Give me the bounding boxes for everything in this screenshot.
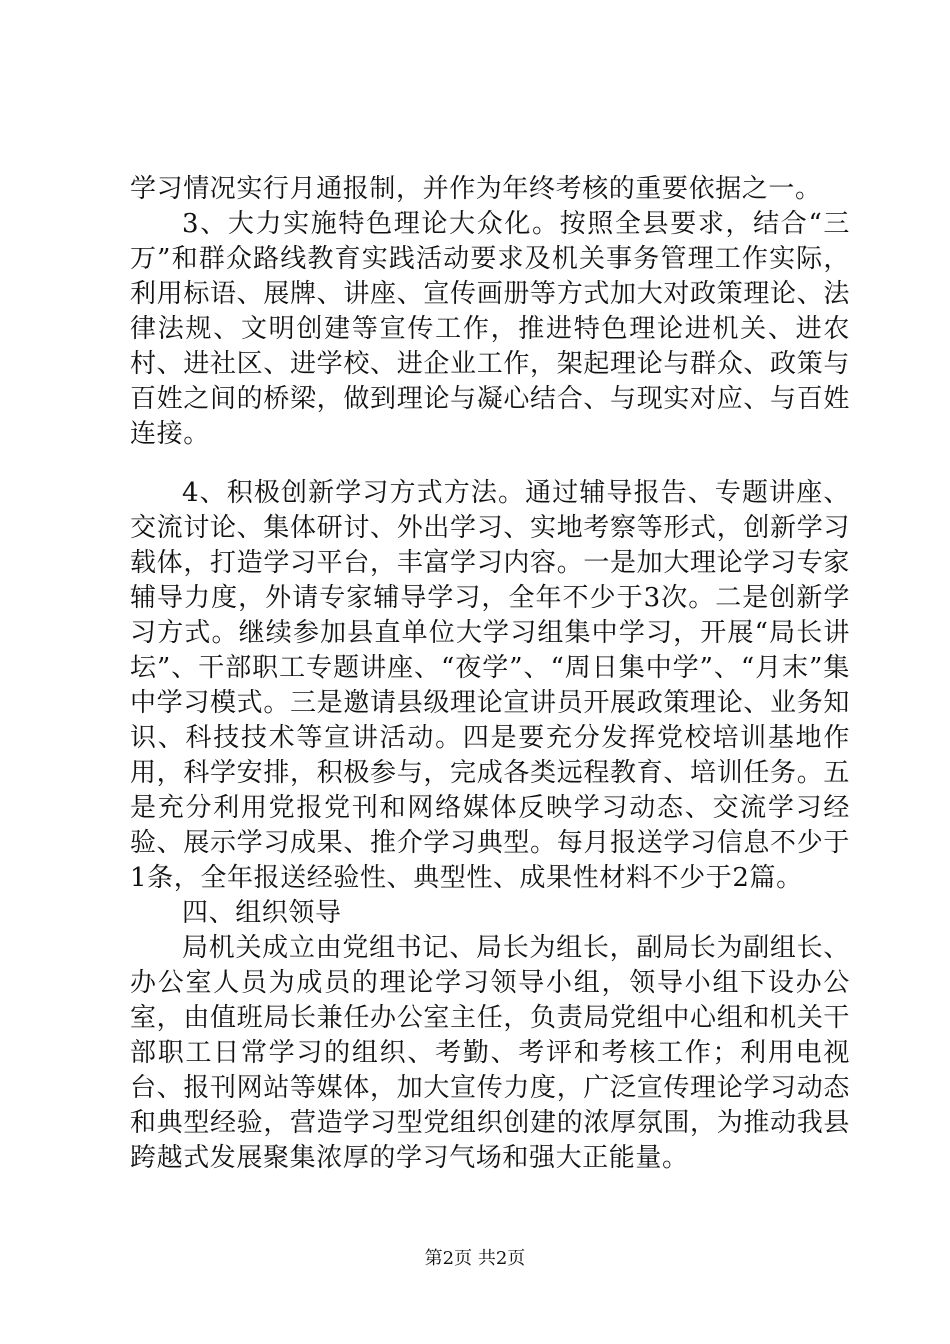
document-body xyxy=(130,172,850,1176)
paragraph-continuation: 学习情况实行月通报制，并作为年终考核的重要依据之一。 xyxy=(130,174,822,204)
paragraph-item-3: 3、大力实施特色理论大众化。按照全县要求，结合“三万”和群众路线教育实践活动要求及机关事务管理工作实际，利用标语、展牌、讲座、宣传画册等方式加大对政策理论、法律法规、文明创建等宣传工作，推进特色理论进机关、进农村、进社区、进学校、进企业工作，架起理论与群众、政策与百姓之间的桥梁，做到理论与凝心结合、与现实对应、与百姓连接。 xyxy=(130,209,850,449)
section-heading-organization: 四、组织领导 xyxy=(182,898,342,928)
paragraph-organization: 局机关成立由党组书记、局长为组长，副局长为副组长、办公室人员为成员的理论学习领导小组，领导小组下设办公室，由值班局长兼任办公室主任，负责局党组中心组和机关干部职工日常学习的组织、考勤、考评和考核工作；利用电视台、报刊网站等媒体，加大宣传力度，广泛宣传理论学习动态和典型经验，营造学习型党组织创建的浓厚氛围，为推动我县跨越式发展聚集浓厚的学习气场和强大正能量。 xyxy=(130,933,850,1173)
page-number-footer: 第2页 共2页 xyxy=(424,1248,526,1269)
paragraph-item-4: 4、积极创新学习方式方法。通过辅导报告、专题讲座、交流讨论、集体研讨、外出学习、实地考察等形式，创新学习载体，打造学习平台，丰富学习内容。一是加大理论学习专家辅导力度，外请专家辅导学习，全年不少于3次。二是创新学习方式。继续参加县直单位大学习组集中学习，开展“局长讲坛”、干部职工专题讲座、“夜学”、“周日集中学”、“月末”集中学习模式。三是邀请县级理论宣讲员开展政策理论、业务知识、科技技术等宣讲活动。四是要充分发挥党校培训基地作用，科学安排，积极参与，完成各类远程教育、培训任务。五是充分利用党报党刊和网络媒体反映学习动态、交流学习经验、展示学习成果、推介学习典型。每月报送学习信息不少于1条，全年报送经验性、典型性、成果性材料不少于2篇。 xyxy=(130,478,850,893)
